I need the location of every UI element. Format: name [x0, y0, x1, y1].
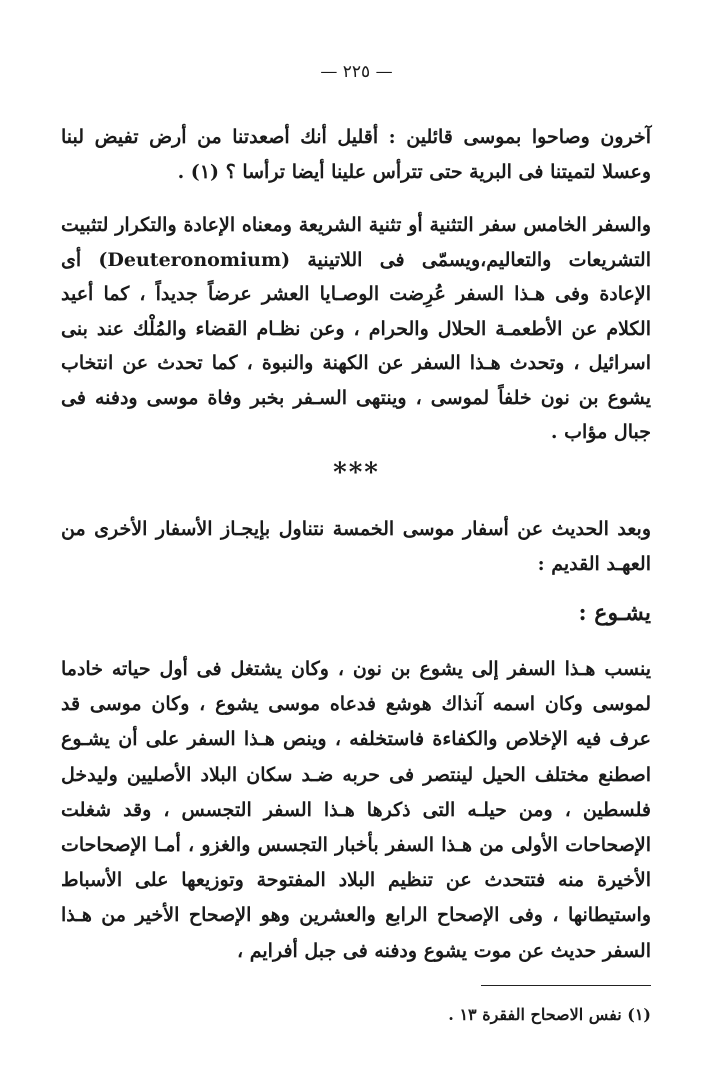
footnote: (١) نفس الاصحاح الفقرة ١٣ . — [448, 1005, 651, 1024]
section-separator: *** — [333, 458, 380, 488]
paragraph-deuteronomy: والسفر الخامس سفر التثنية أو تثنية الشريعة ومعناه الإعادة والتكرار لتثبيت التشريعات والتعاليم،ويسمّى فى اللاتينية (Deuteronomium) أى الإعادة وفى هـذا السفر عُرِضت الوصـايا العشر عرضاً جديداً ، كما أعيد الكلام عن الأطعمـة الحلال والحرام ، وعن نظـام القضاء والمُلْك عند بنى اسرائيل ، وتحدث هـذا السفر عن الكهنة والنبوة ، كما تحدث عن انتخاب يشوع بن نون خلفاً لموسى ، وينتهى السـفر بخبر وفاة موسى ودفنه فى جبال مؤاب . — [61, 214, 651, 443]
section-heading-joshua: يشـوع : — [578, 600, 651, 626]
page-number: — ٢٢٥ — — [320, 62, 393, 82]
paragraph-joshua: ينسب هـذا السفر إلى يشوع بن نون ، وكان يشتغل فى أول حياته خادما لموسى وكان اسمه آنذاك هوشع فدعاه موسى يشوع ، وكان موسى قد عرف فيه الإخلاص والكفاءة فاستخلفه ، وينص هـذا السفر على أن يشـوع اصطنع مختلف الحيل لينتصر فى حربه ضـد سكان البلاد الأصليين وليدخل فلسطين ، ومن حيلـه التى ذكرها هـذا السفر التجسس ، وقد شغلت الإصحاحات الأولى من هـذا السفر بأخبار التجسس والغزو ، أمـا الإصحاحات الأخيرة منه فتتحدث عن تنظيم البلاد المفتوحة وتوزيعها على الأسباط واستيطانها ، وفى الإصحاح الرابع والعشرين وهو الإصحاح الأخير من هـذا السفر حديث عن موت يشوع ودفنه فى جبل أفرايم ، — [61, 658, 651, 962]
footnote-divider — [481, 985, 651, 986]
paragraph-numbers-quote: آخرون وصاحوا بموسى قائلين : أقليل أنك أصعدتنا من أرض تفيض لبنا وعسلا لتميتنا فى البرية حتى تترأس علينا أيضا ترأسا ؟ (١) . — [61, 126, 651, 183]
paragraph-transition: وبعد الحديث عن أسفار موسى الخمسة نتناول بإيجـاز الأسفار الأخرى من العهـد القديم : — [61, 518, 651, 575]
